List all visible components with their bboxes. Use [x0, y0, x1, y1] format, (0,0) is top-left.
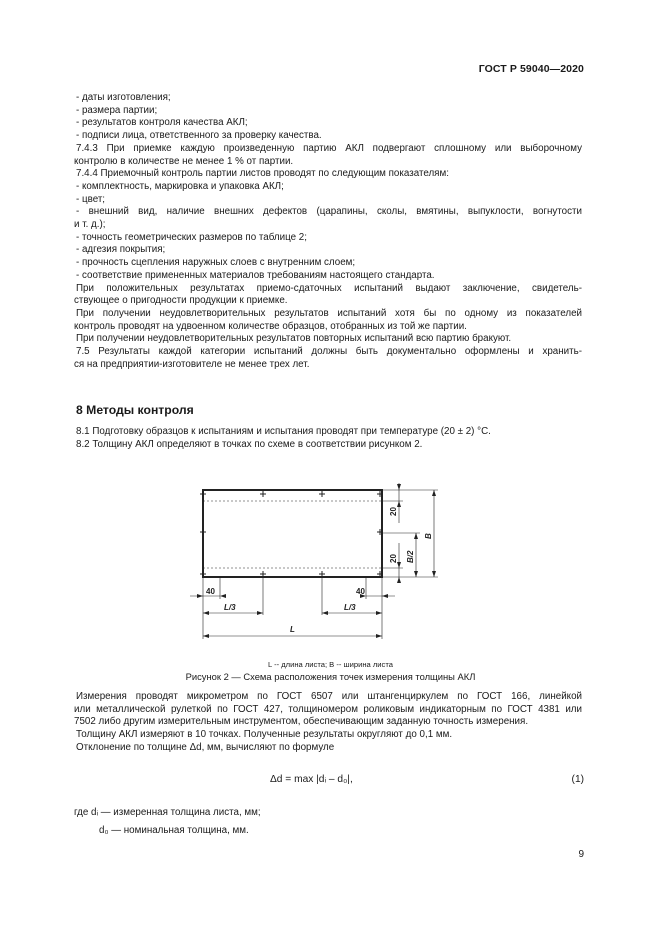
- formula-number: (1): [571, 774, 584, 785]
- list-item: - комплектность, маркировка и упаковка АКЛ;: [76, 180, 284, 192]
- definitions: [76, 804, 261, 840]
- dim-l3-right: L/3: [344, 603, 356, 612]
- paragraph-line: ствующее о пригодности продукции к приемке.: [74, 295, 288, 307]
- list-item: - адгезия покрытия;: [76, 244, 166, 256]
- section-heading: 8 Методы контроля: [76, 403, 194, 417]
- paragraph-line: 7.5 Результаты каждой категории испытаний должны быть документально оформлены и хранить-: [76, 346, 582, 358]
- list-item: и т. д.);: [74, 219, 106, 231]
- definition-item: d₀ — номинальная толщина, мм.: [99, 825, 249, 836]
- paragraph-line: ся на предприятии-изготовителе не менее трех лет.: [74, 358, 310, 370]
- dim-40-left: 40: [206, 587, 215, 596]
- list-item: - точность геометрических размеров по таблице 2;: [76, 231, 307, 243]
- definition-item: где dᵢ — измеренная толщина листа, мм;: [74, 807, 261, 818]
- paragraph-line: Измерения проводят микрометром по ГОСТ 6507 или штангенциркулем по ГОСТ 166, линейкой: [76, 691, 582, 702]
- list-item: - результатов контроля качества АКЛ;: [76, 117, 248, 129]
- figure-caption: Рисунок 2 — Схема расположения точек измерения толщины АКЛ: [185, 671, 476, 682]
- paragraph-line: При получении неудовлетворительных результатов испытаний хотя бы по одному из показателей: [76, 307, 582, 319]
- measurement-scheme-figure: [180, 483, 450, 648]
- figure-legend: L -- длина листа; B -- ширина листа: [268, 660, 393, 669]
- paragraph-line: При получении неудовлетворительных результатов повторных испытаний всю партию бракуют.: [76, 333, 512, 345]
- dim-40-right: 40: [356, 587, 365, 596]
- list-item: - подписи лица, ответственного за проверку качества.: [76, 130, 322, 142]
- body-text-block-2: [76, 691, 582, 755]
- paragraph-line: При положительных результатах приемо-сдаточных испытаний выдают заключение, свидетель-: [76, 282, 582, 294]
- list-item: - размера партии;: [76, 104, 158, 116]
- dim-l: L: [290, 625, 295, 634]
- formula: Δd = max |dᵢ – d₀|,: [270, 774, 353, 785]
- dim-b2: B/2: [406, 550, 415, 563]
- list-item: - прочность сцепления наружных слоев с внутренним слоем;: [76, 257, 356, 269]
- dim-b: B: [424, 533, 433, 539]
- dim-l3-left: L/3: [224, 603, 236, 612]
- body-text-section-8: [76, 426, 582, 451]
- sheet-outline: [203, 490, 382, 577]
- paragraph-line: 8.1 Подготовку образцов к испытаниям и испытания проводят при температуре (20 ± 2) °С.: [76, 426, 491, 437]
- list-item: - даты изготовления;: [76, 92, 171, 103]
- list-item: - цвет;: [76, 193, 106, 205]
- paragraph-line: 8.2 Толщину АКЛ определяют в точках по схеме в соответствии рисунком 2.: [76, 438, 423, 450]
- list-item: - соответствие примененных материалов требованиям настоящего стандарта.: [76, 269, 435, 281]
- list-item: - внешний вид, наличие внешних дефектов (царапины, сколы, вмятины, выпуклости, вогнутости: [76, 206, 582, 218]
- measurement-points: [200, 491, 383, 577]
- paragraph-line: Отклонение по толщине Δd, мм, вычисляют по формуле: [76, 741, 335, 753]
- paragraph-line: 7.4.3 При приемке каждую произведенную партию АКЛ подвергают сплошному или выборочному: [76, 142, 582, 154]
- dim-20-bottom: 20: [389, 554, 398, 563]
- paragraph-line: 7.4.4 Приемочный контроль партии листов проводят по следующим показателям:: [76, 168, 449, 180]
- document-header: ГОСТ Р 59040—2020: [478, 63, 584, 75]
- paragraph-line: Толщину АКЛ измеряют в 10 точках. Полученные результаты округляют до 0,1 мм.: [76, 729, 453, 741]
- paragraph-line: или металлической рулеткой по ГОСТ 427, толщиномером роликовым индикаторным по ГОСТ 4381 или: [74, 703, 582, 715]
- body-text-block-1: [76, 92, 582, 371]
- page-number: 9: [578, 849, 584, 860]
- paragraph-line: контролю в количестве не менее 1 % от партии.: [74, 155, 294, 167]
- paragraph-line: 7502 либо другим измерительным инструментом, обеспечивающим заданную точность измерения.: [74, 716, 529, 728]
- paragraph-line: контроль проводят на удвоенном количестве образцов, отобранных из той же партии.: [74, 320, 467, 332]
- dim-20-top: 20: [389, 507, 398, 516]
